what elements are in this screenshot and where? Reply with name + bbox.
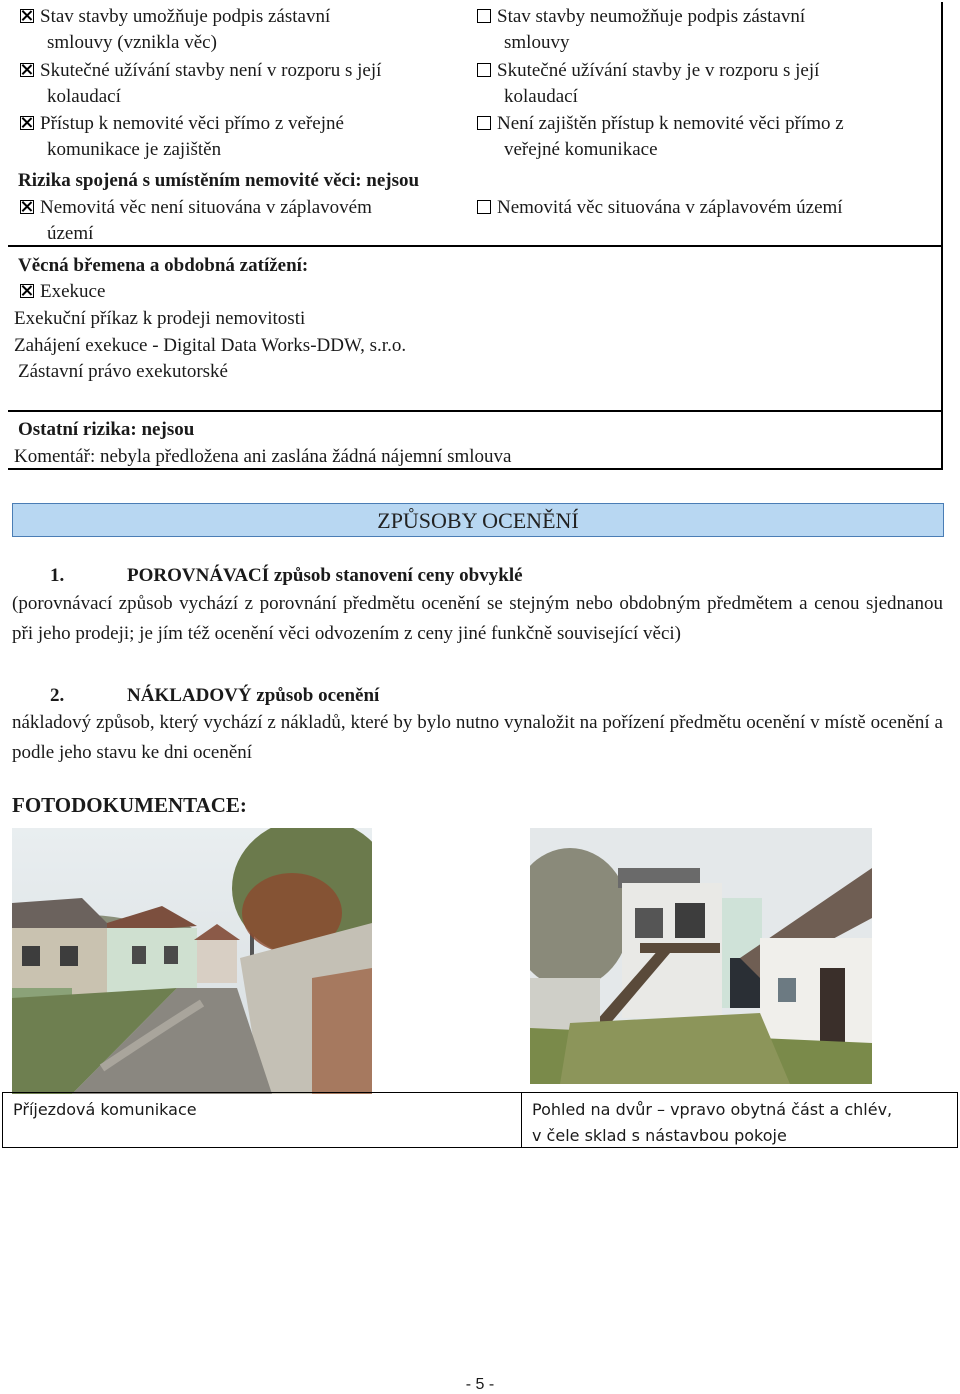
option-execution[interactable]: Exekuce <box>20 279 105 305</box>
easements-heading: Věcná břemena a obdobná zatížení: <box>18 255 309 276</box>
access-road-photo <box>12 828 372 1094</box>
section-title-valuation-methods: ZPŮSOBY OCENĚNÍ <box>12 503 944 537</box>
easement-line: Zástavní právo exekutorské <box>18 361 228 382</box>
method2-number: 2. <box>50 685 65 706</box>
checked-checkbox-icon[interactable] <box>20 63 34 77</box>
option-access-not-secured[interactable]: Není zajištěn přístup k nemovité věci přímo z veřejné komunikace <box>477 111 844 163</box>
checked-checkbox-icon[interactable] <box>20 9 34 23</box>
caption-left: Příjezdová komunikace <box>3 1093 522 1147</box>
courtyard-photo <box>530 828 872 1084</box>
photo-documentation-heading: FOTODOKUMENTACE: <box>12 793 247 817</box>
option-construction-disallows-pledge[interactable]: Stav stavby neumožňuje podpis zástavní smlouvy <box>477 4 805 56</box>
checked-checkbox-icon[interactable] <box>20 200 34 214</box>
method2-title: NÁKLADOVÝ způsob ocenění <box>127 685 380 706</box>
caption-right: Pohled na dvůr – vpravo obytná část a chlév, v čele sklad s nástavbou pokoje <box>532 1100 893 1145</box>
other-risks: Ostatní rizika: nejsou <box>18 419 195 440</box>
unchecked-checkbox-icon[interactable] <box>477 9 491 23</box>
option-in-flood-zone[interactable]: Nemovitá věc situována v záplavovém území <box>477 195 843 221</box>
checked-checkbox-icon[interactable] <box>20 284 34 298</box>
unchecked-checkbox-icon[interactable] <box>477 116 491 130</box>
method1-title: POROVNÁVACÍ způsob stanovení ceny obvyklé <box>127 565 523 586</box>
comment: Komentář: nebyla předložena ani zaslána žádná nájemní smlouva <box>14 446 512 467</box>
option-use-in-conflict[interactable]: Skutečné užívání stavby je v rozporu s její kolaudací <box>477 58 819 110</box>
unchecked-checkbox-icon[interactable] <box>477 63 491 77</box>
option-access-secured[interactable]: Přístup k nemovité věci přímo z veřejné komunikace je zajištěn <box>20 111 344 163</box>
method1-description: (porovnávací způsob vychází z porovnání předmětu ocenění se stejným nebo obdobným předmětem a cenou sjednanou při jeho prodeji; je jím též ocenění věci odvozením z ceny jiné funkčně související věci) <box>12 593 943 644</box>
option-not-in-flood-zone[interactable]: Nemovitá věc není situována v záplavovém území <box>20 195 372 247</box>
page-number: - 5 - <box>465 1376 495 1393</box>
risks-heading: Rizika spojená s umístěním nemovité věci: nejsou <box>18 170 420 191</box>
method2-description: nákladový způsob, který vychází z nákladů, které by bylo nutno vynaložit na pořízení předmětu ocenění v místě ocenění a podle jeho stavu ke dni ocenění <box>12 712 943 763</box>
unchecked-checkbox-icon[interactable] <box>477 200 491 214</box>
easement-line: Exekuční příkaz k prodeji nemovitosti <box>14 308 306 329</box>
photo-captions-table <box>2 1092 958 1148</box>
checked-checkbox-icon[interactable] <box>20 116 34 130</box>
easement-line: Zahájení exekuce - Digital Data Works-DDW, s.r.o. <box>14 335 407 356</box>
option-use-not-in-conflict[interactable]: Skutečné užívání stavby není v rozporu s její kolaudací <box>20 58 381 110</box>
method1-number: 1. <box>50 565 65 586</box>
option-construction-allows-pledge[interactable]: Stav stavby umožňuje podpis zástavní smlouvy (vznikla věc) <box>20 4 330 56</box>
